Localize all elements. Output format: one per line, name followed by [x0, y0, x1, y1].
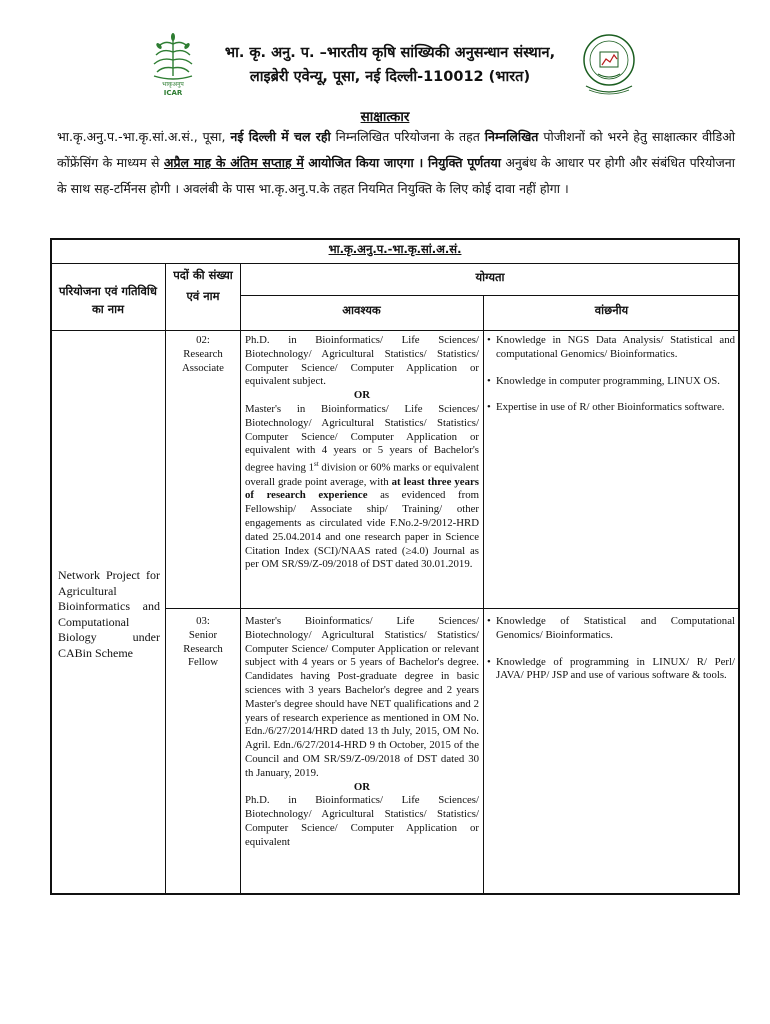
desirable-item: • Knowledge of Statistical and Computational Genomics/ Bioinformatics. [487, 615, 735, 643]
iasri-emblem [580, 30, 638, 96]
notice-title: साक्षात्कार [360, 109, 410, 125]
post-name: Senior Research Fellow [183, 628, 223, 669]
notice-bold-text: नई दिल्ली में चल रही [230, 129, 331, 144]
notice-bold-text: निम्नलिखित [484, 129, 539, 144]
desirable-item: • Expertise in use of R/ other Bioinformatics software. [487, 401, 735, 415]
essential-qualification [245, 615, 479, 850]
positions-table [50, 238, 740, 895]
or-separator: OR [353, 780, 371, 793]
column-header-posts: पदों की संख्या एवं नाम [173, 268, 233, 303]
essential-bold-text: at least three years of research experience [245, 475, 479, 502]
logo-left-hindi: भाकृअनुप [162, 81, 184, 88]
column-header-qualification: योग्यता [475, 270, 505, 284]
table-row [168, 334, 238, 375]
notice-text: पोजीशनों को भरने हेतु साक्षात्कार वीडिओ कोंफ्रेंसिंग के माध्यम से [57, 129, 735, 170]
or-separator: OR [353, 389, 371, 402]
essential-text-part: Master's in Bioinformatics/ Life Sciences/ Biotechnology/ Agricultural Statistics/ Statistics/ Computer Science/ Computer Application or equivalent with 4 years or 5 years of Bachelor's degree having 1 [245, 402, 479, 474]
org-address-line: लाइब्रेरी एवेन्यू, पूसा, नई दिल्ली-110012 (भारत) [249, 69, 531, 85]
essential-text: Ph.D. in Bioinformatics/ Life Sciences/ Biotechnology/ Agricultural Statistics/ Statistics/ Computer Science/ Computer Application or equivalent subject. [245, 334, 479, 388]
essential-qualification [245, 334, 479, 572]
org-name-line: भा. कृ. अनु. प. –भारतीय कृषि सांख्यिकी अनुसन्धान संस्थान, [224, 45, 556, 61]
desirable-item: • Knowledge in computer programming, LINUX OS. [487, 375, 735, 389]
icar-logo [148, 32, 198, 98]
post-name: Research Associate [182, 347, 224, 374]
desirable-qualification [487, 334, 735, 415]
notice-date-text: अप्रैल माह के अंतिम सप्ताह में [163, 155, 304, 170]
notice-bold-text: आयोजित किया जाएगा । नियुक्ति पूर्णतया [308, 155, 501, 170]
desirable-qualification [487, 615, 735, 683]
notice-text: भा.कृ.अनु.प.-भा.कृ.सां.अ.सं., पूसा, [57, 129, 226, 144]
ordinal-suffix: st [314, 460, 319, 469]
essential-text-part: division or 60% marks or equivalent overall grade point average, with [245, 461, 479, 488]
essential-text-part: as evidenced from Fellowship/ Associate ship/ Training/ other engagements as circulated vide F.No.2-9/2012-HRD dated 25.04.2014 and one research paper in Science Citation Index (SCI)/NAAS rated (≥4.0) Journal as per OM SR/S9/Z-09/2018 of DST dated 30.01.2019. [245, 489, 479, 571]
desirable-item: • Knowledge in NGS Data Analysis/ Statistical and computational Genomics/ Bioinformatics. [487, 334, 735, 362]
post-count: 02: [196, 334, 210, 346]
essential-text: Ph.D. in Bioinformatics/ Life Sciences/ Biotechnology/ Agricultural Statistics/ Statistics/ Computer Science/ Computer Application or equivalent [245, 794, 479, 848]
notice-text: अनुबंध के आधार पर होगी और संबंधित परियोजना के साथ सह-टर्मिनस होगी । अवलंबी के पास भा.कृ.अनु.प.के तहत नियमित नियुक्ति के लिए कोई दावा नहीं होगा । [57, 155, 735, 196]
notice-text: निम्नलिखित परियोजना के तहत [335, 129, 480, 144]
post-count: 03: [196, 615, 210, 627]
table-row [168, 615, 238, 670]
essential-text [245, 403, 479, 572]
table-title: भा.कृ.अनु.प.-भा.कृ.सां.अ.सं. [328, 242, 462, 256]
column-header-essential: आवश्यक [342, 303, 381, 317]
desirable-item: • Knowledge of programming in LINUX/ R/ Perl/ JAVA/ PHP/ JSP and use of various software & tools. [487, 656, 735, 684]
essential-text: Master's Bioinformatics/ Life Sciences/ Biotechnology/ Agricultural Statistics/ Statistics/ Computer Science/ Computer Application or relevant subject with 4 years or 5 years of Bachelor's degree. Candidates having Post-graduate degree in basic sciences with 3 years Bachelor's degree and 2 years Master's degree should have NET qualifications and 2 years of research experience as mentioned in OM No. Edn./6/27/2014/HRD dated 13 th July, 2015, OM No. Agril. Edn./6/27/2014-HRD 9 th October, 2015 of the Council and OM SR/S9/Z-09/2018 of DST dated 30 th January, 2019. [245, 615, 479, 779]
column-header-desirable: वांछनीय [594, 303, 629, 317]
column-header-project: परियोजना एवं गतिविधि का नाम [59, 284, 157, 316]
logo-left-icar: ICAR [163, 89, 183, 97]
project-name: Network Project for Agricultural Bioinformatics and Computational Biology under CABin Scheme [58, 568, 160, 660]
notice-paragraph [57, 124, 735, 202]
